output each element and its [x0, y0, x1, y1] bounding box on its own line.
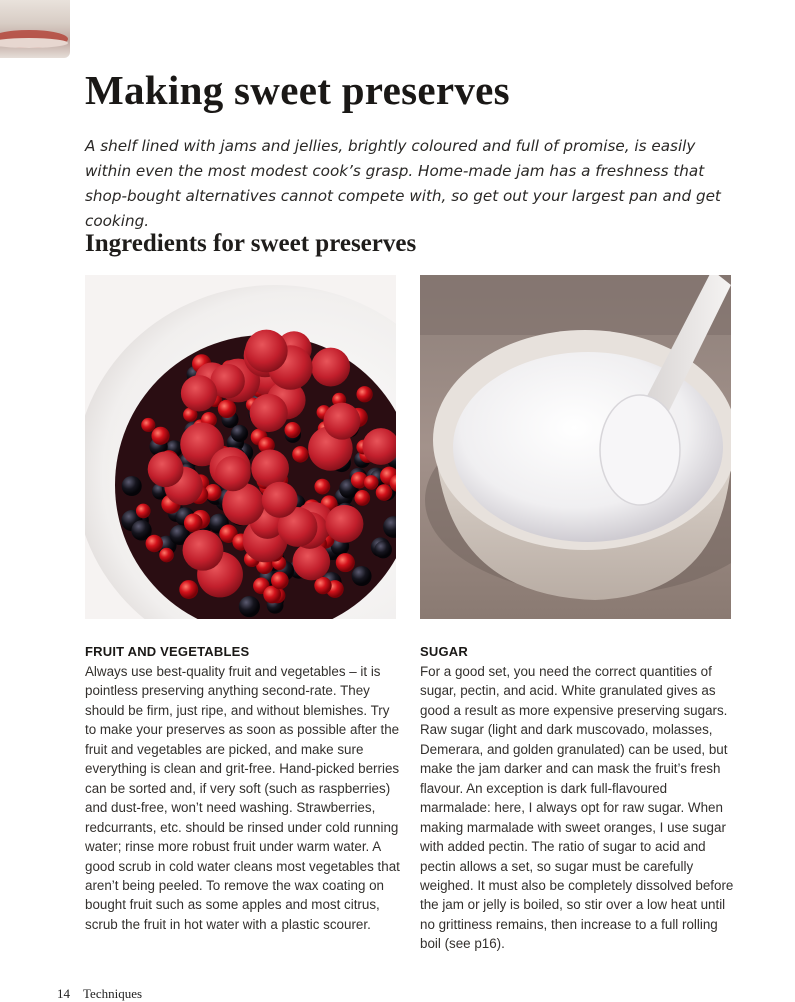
section-title: Ingredients for sweet preserves	[85, 230, 417, 257]
jar-corner-photo	[0, 0, 70, 58]
sugar-bowl-with-spoon-photo	[420, 275, 731, 619]
fruit-vegetables-heading: FRUIT AND VEGETABLES	[85, 644, 250, 659]
sugar-body: For a good set, you need the correct quantities of sugar, pectin, and acid. White granulated gives as good a result as more expensive preserving sugars. Raw sugar (light and dark muscovado, molasses, Demerara, and golden granulated) can be used, but make the jam darker and can mask the fruit’s fresh flavour. An exception is dark full-flavoured marmalade: here, I always opt for raw sugar. When making marmalade with sweet oranges, I use sugar with added pectin. The ratio of sugar to acid and pectin allows a set, so sugar must be carefully weighed. It must also be completely dissolved before the jam or jelly is boiled, so stir over a low heat until no grittiness remains, then increase to a full rolling boil (see p16).	[420, 664, 734, 952]
fruit-vegetables-section	[85, 644, 400, 934]
sugar-heading: SUGAR	[420, 644, 468, 659]
footer-section-name: Techniques	[83, 986, 143, 1001]
page-number: 14	[57, 986, 70, 1001]
berries-in-bowl-photo	[85, 275, 396, 619]
intro-paragraph: A shelf lined with jams and jellies, brightly coloured and full of promise, is easily within even the most modest cook’s grasp. Home-made jam has a freshness that shop-bought alternatives cannot compete with, so get out your largest pan and get cooking.	[85, 137, 721, 230]
berries-illustration	[85, 275, 396, 619]
sugar-illustration	[420, 275, 731, 619]
fruit-vegetables-body: Always use best-quality fruit and vegetables – it is pointless preserving anything second-rate. They should be firm, just ripe, and without blemishes. Try to make your preserves as soon as possible after the fruit and vegetables are picked, and make sure everything is clean and grit-free. Hand-picked berries can be sorted and, if very soft (such as raspberries) and dust-free, won’t need washing. Strawberries, redcurrants, etc. should be rinsed under cold running water; rinse more robust fruit under warm water. A good scrub in cold water cleans most vegetables that aren’t being peeled. To remove the wax coating on bought fruit such as some apples and most citrus, scrub the fruit in hot water with a plastic scourer.	[85, 664, 400, 932]
sugar-section	[420, 644, 735, 954]
page-title: Making sweet preserves	[85, 67, 510, 113]
